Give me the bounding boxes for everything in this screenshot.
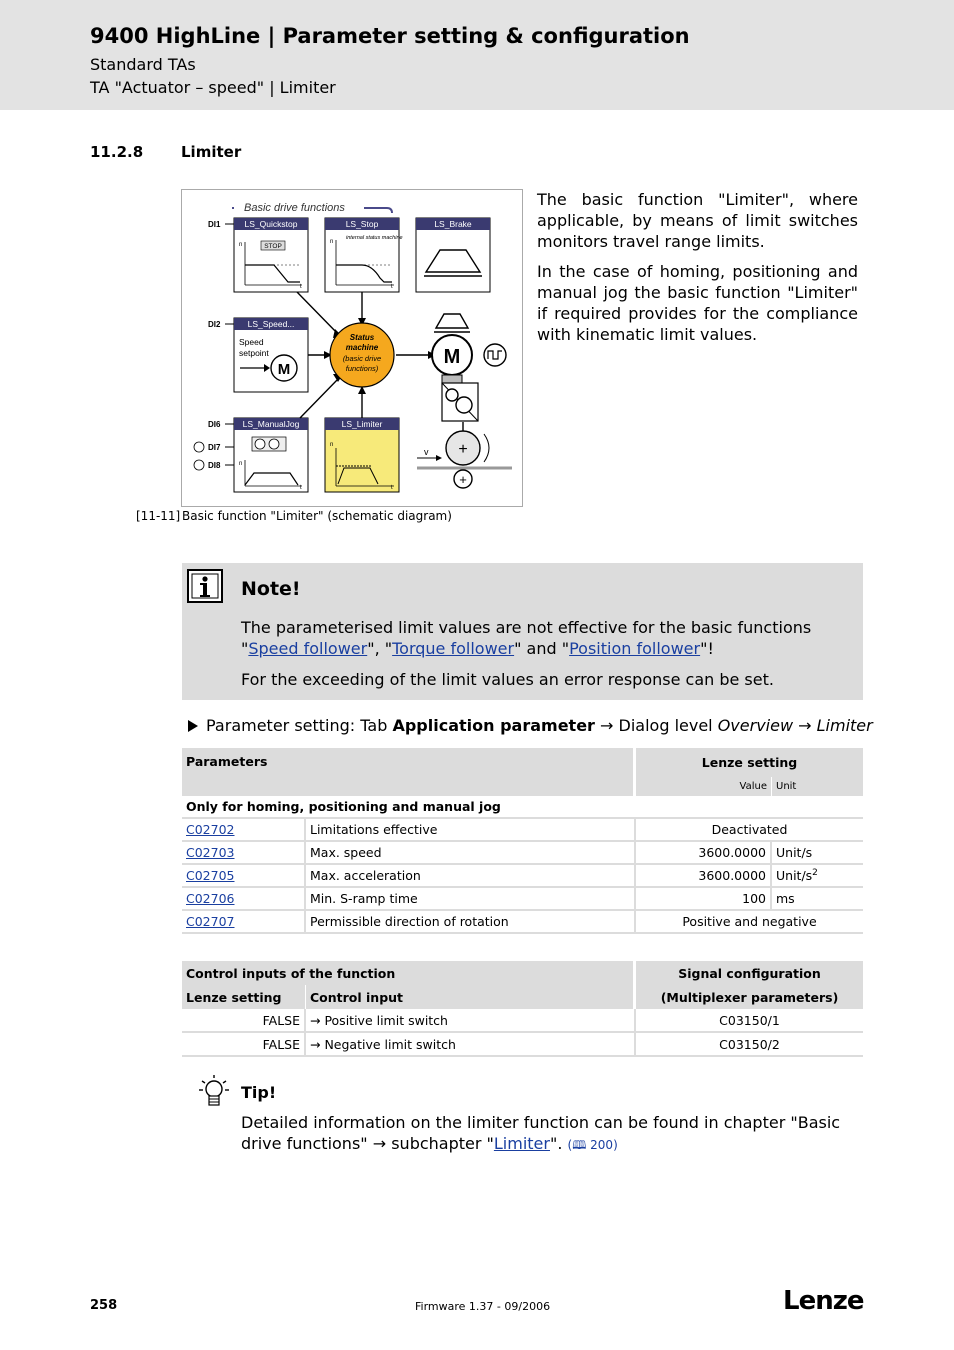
di8-label: DI8: [208, 461, 221, 470]
block-stop-label: LS_Stop: [345, 219, 379, 229]
schematic-diagram: [181, 189, 523, 507]
header-multiplexer: (Multiplexer parameters): [660, 989, 839, 1005]
subheader-unit: Unit: [776, 781, 797, 792]
di6-label: DI6: [208, 420, 221, 429]
header-lenze-setting: Lenze setting: [182, 985, 306, 1009]
svg-text:+: +: [459, 472, 467, 487]
block-limiter: [325, 418, 399, 492]
gear-icon: [456, 397, 472, 413]
param-code-link[interactable]: C02705: [186, 868, 235, 883]
internal-sm-text: internal status machine: [346, 235, 403, 241]
link-limiter[interactable]: Limiter: [493, 1134, 550, 1153]
param-code-link[interactable]: C02703: [186, 845, 235, 860]
table-row: C02707 Permissible direction of rotation Positive and negative: [182, 911, 863, 934]
di8-button-icon: [194, 460, 204, 470]
param-code-link[interactable]: C02707: [186, 914, 235, 929]
figure-caption: [136, 509, 452, 523]
svg-text:t: t: [300, 284, 302, 290]
block-brake-label: LS_Brake: [434, 219, 472, 229]
di1-label: DI1: [208, 220, 221, 229]
block-quickstop-label: LS_Quickstop: [244, 219, 298, 229]
note-paragraph-2: For the exceeding of the limit values an error response can be set.: [241, 670, 774, 689]
table-header-row: [182, 961, 863, 985]
block-manualjog: [234, 418, 308, 492]
speed-setpoint-line1: Speed: [239, 337, 264, 347]
svg-text:n: n: [239, 242, 243, 248]
header-lenze-setting: Lenze setting: [701, 755, 798, 770]
speed-setpoint-line2: setpoint: [239, 348, 269, 358]
figure-caption-text: Basic function "Limiter" (schematic diagram): [182, 509, 452, 523]
lenze-logo: Lenze: [783, 1286, 864, 1316]
dialog-level-limiter: Limiter: [816, 716, 873, 735]
motor-assembly: [417, 314, 512, 488]
header-parameters: Parameters: [182, 748, 636, 796]
block-stop: [325, 218, 403, 292]
encoder-icon: [484, 344, 506, 366]
svg-text:t: t: [300, 485, 302, 491]
svg-text:(basic drive: (basic drive: [342, 354, 382, 363]
param-code-link[interactable]: C02706: [186, 891, 235, 906]
info-icon: [187, 569, 223, 603]
link-torque-follower[interactable]: Torque follower: [392, 639, 515, 658]
group-label: Basic drive functions: [244, 202, 345, 214]
block-speed-label: LS_Speed...: [247, 319, 295, 329]
table-row: FALSE → Positive limit switch C03150/1: [182, 1009, 863, 1033]
header-signal-config: Signal configuration: [678, 965, 821, 981]
velocity-label: v: [424, 447, 429, 457]
subheader-value: Value: [636, 777, 772, 796]
header-control-input: Control input: [306, 985, 636, 1009]
block-limiter-label: LS_Limiter: [341, 419, 383, 429]
schematic-svg: [182, 190, 522, 506]
page-header: [0, 0, 954, 110]
svg-text:functions): functions): [345, 364, 379, 373]
di2-label: DI2: [208, 320, 221, 329]
link-speed-follower[interactable]: Speed follower: [248, 639, 368, 658]
motor-letter: M: [443, 346, 461, 368]
intro-paragraph-2: In the case of homing, positioning and manual jog the basic function "Limiter" if required provides for the compliance with kinematic limit values.: [537, 262, 858, 344]
document-title: 9400 HighLine | Parameter setting & configuration: [90, 24, 690, 48]
table-row: C02706 Min. S-ramp time 100 ms: [182, 888, 863, 911]
table-row: C02702 Limitations effective Deactivated: [182, 819, 863, 842]
intro-paragraph-1: The basic function "Limiter", where applicable, by means of limit switches monitors travel range limits.: [537, 190, 858, 251]
status-machine: [330, 323, 394, 387]
table-row: C02705 Max. acceleration 3600.0000 Unit/$s^2$: [182, 865, 863, 888]
chapter-subtitle: Standard TAs: [90, 55, 196, 74]
svg-text:n: n: [330, 442, 334, 448]
parameter-table: [182, 748, 863, 934]
note-box: [182, 563, 863, 700]
svg-text:machine: machine: [345, 343, 379, 352]
tab-name: Application parameter: [392, 716, 595, 735]
table-header-row: [182, 748, 863, 777]
dialog-level-overview: Overview: [717, 716, 794, 735]
block-brake: [416, 218, 490, 292]
bullet-triangle-icon: [188, 720, 198, 732]
firmware-version: Firmware 1.37 - 09/2006: [415, 1300, 551, 1313]
table-row: C02703 Max. speed 3600.0000 Unit/s: [182, 842, 863, 865]
page-number: 258: [90, 1298, 118, 1313]
page-reference-link[interactable]: (🕮 200): [567, 1138, 618, 1152]
lightbulb-icon: [196, 1073, 232, 1113]
svg-text:Status: Status: [349, 333, 375, 342]
block-manualjog-label: LS_ManualJog: [242, 419, 300, 429]
di7-label: DI7: [208, 443, 221, 452]
section-subtitle: TA "Actuator – speed" | Limiter: [90, 78, 336, 97]
link-position-follower[interactable]: Position follower: [569, 639, 701, 658]
svg-text:n: n: [239, 461, 243, 467]
svg-text:+: +: [458, 441, 468, 458]
figure-number: [11-11]: [136, 509, 181, 523]
stop-sign-text: STOP: [264, 243, 282, 250]
header-control-inputs: Control inputs of the function: [182, 961, 636, 985]
table-row: FALSE → Negative limit switch C03150/2: [182, 1033, 863, 1057]
svg-text:t: t: [391, 485, 393, 491]
note-paragraph-1: The parameterised limit values are not effective for the basic functions "Speed follower", "Torque follower" and "Position follower"!: [241, 618, 812, 658]
table-group-row: [182, 796, 863, 819]
svg-text:n: n: [330, 239, 334, 245]
section-number: 11.2.8: [90, 143, 144, 161]
parameter-setting-instruction: Parameter setting: Tab Application parameter → Dialog level Overview → Limiter: [188, 716, 873, 735]
group-label: Only for homing, positioning and manual jog: [182, 796, 863, 819]
svg-text:t: t: [391, 284, 393, 290]
block-speed: [234, 318, 308, 392]
tip-title: Tip!: [241, 1083, 277, 1102]
speed-motor-letter: M: [277, 361, 291, 378]
block-quickstop: [234, 218, 308, 292]
note-title: Note!: [241, 578, 301, 600]
tip-text: Detailed information on the limiter function can be found in chapter "Basic drive functions" → subchapter "Limiter". (🕮 200): [241, 1113, 841, 1153]
di7-button-icon: [194, 442, 204, 452]
section-title: Limiter: [181, 143, 242, 161]
control-inputs-table: [182, 961, 863, 1057]
param-code-link[interactable]: C02702: [186, 822, 235, 837]
